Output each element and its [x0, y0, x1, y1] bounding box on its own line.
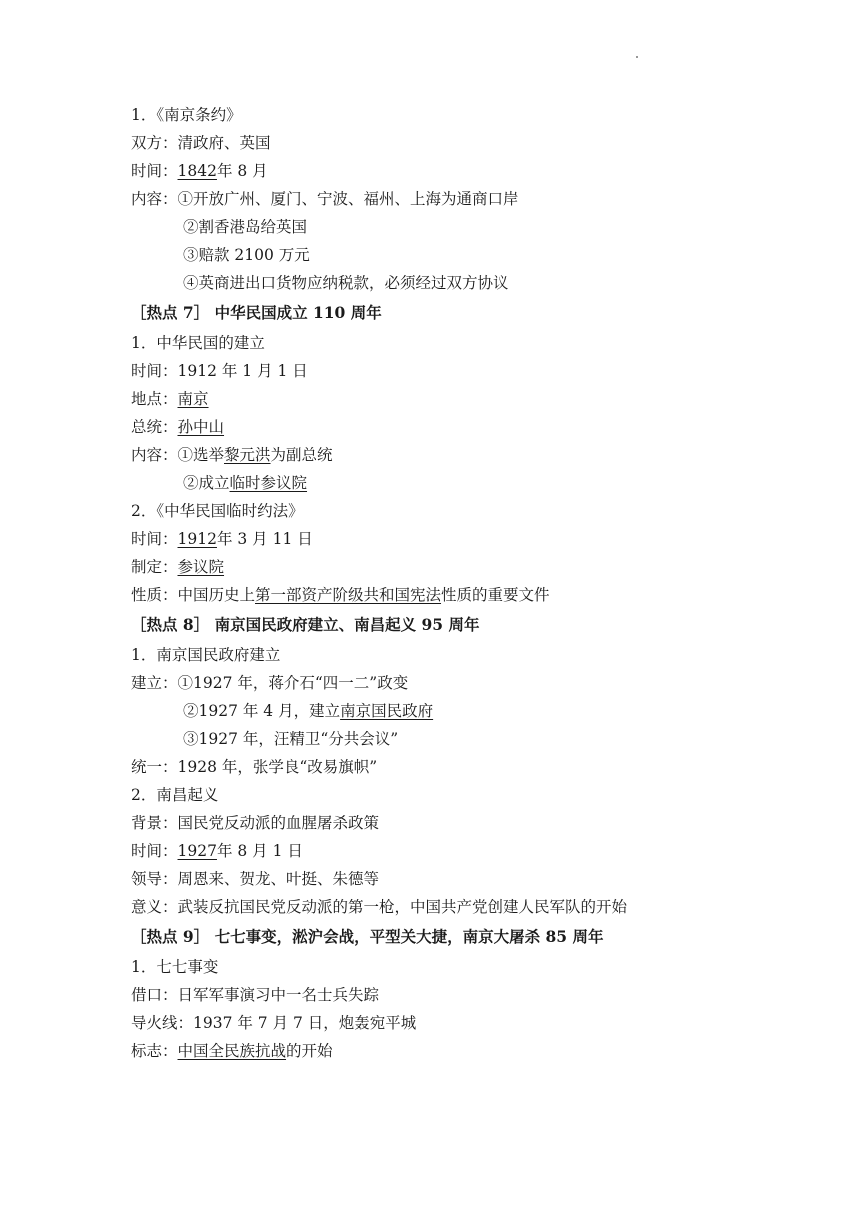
text-line: 统一：1928 年，张学良“改易旗帜”: [131, 758, 378, 776]
underlined-answer: 1912: [177, 530, 217, 548]
underlined-answer: 中国全民族抗战: [177, 1042, 287, 1060]
underlined-answer: 第一部资产阶级共和国宪法: [255, 586, 442, 604]
section-title: 2．《中华民国临时约法》: [131, 502, 304, 520]
text-line: 双方：清政府、英国: [131, 134, 271, 152]
text-line: 建立：①1927 年，蒋介石“四一二”政变: [131, 674, 409, 692]
text-line: ②1927 年 4 月，建立南京国民政府: [183, 702, 434, 720]
section-title: 1．南京国民政府建立: [131, 646, 281, 664]
text-line: 制定：参议院: [131, 558, 225, 576]
document-body: [131, 101, 831, 1065]
text-line: 总统：孙中山: [131, 418, 225, 436]
page-mark: [636, 56, 638, 58]
text-line: 借口：日军军事演习中一名士兵失踪: [131, 986, 380, 1004]
text-line: ②割香港岛给英国: [183, 218, 308, 236]
underlined-answer: 黎元洪: [224, 446, 271, 464]
text-line: ③赔款 2100 万元: [183, 246, 310, 264]
text-line: 意义：武装反抗国民党反动派的第一枪，中国共产党创建人民军队的开始: [131, 898, 628, 916]
underlined-answer: 孙中山: [177, 418, 225, 436]
section-title: 2．南昌起义: [131, 786, 219, 804]
text-line: 标志：中国全民族抗战的开始: [131, 1042, 333, 1060]
text-line: 地点：南京: [131, 390, 209, 408]
underlined-answer: 1842: [177, 162, 217, 180]
text-line: 内容：①开放广州、厦门、宁波、福州、上海为通商口岸: [131, 190, 519, 208]
text-line: 时间：1912 年 1 月 1 日: [131, 362, 308, 380]
underlined-answer: 参议院: [177, 558, 225, 576]
underlined-answer: 南京国民政府: [340, 702, 434, 720]
underlined-answer: 南京: [177, 390, 209, 408]
hotspot-heading-8: ［热点 8］ 南京国民政府建立、南昌起义 95 周年: [131, 615, 480, 634]
hotspot-heading-9: ［热点 9］ 七七事变，淞沪会战，平型关大捷，南京大屠杀 85 周年: [131, 927, 604, 946]
text-line: 领导：周恩来、贺龙、叶挺、朱德等: [131, 870, 380, 888]
section-title: 1．《南京条约》: [131, 106, 242, 124]
text-line: 背景：国民党反动派的血腥屠杀政策: [131, 814, 380, 832]
text-line: 时间：1842年 8 月: [131, 162, 268, 180]
text-line: 内容：①选举黎元洪为副总统: [131, 446, 333, 464]
text-line: ②成立临时参议院: [183, 474, 308, 492]
text-line: 性质：中国历史上第一部资产阶级共和国宪法性质的重要文件: [131, 586, 550, 604]
text-line: 导火线：1937 年 7 月 7 日，炮轰宛平城: [131, 1014, 417, 1032]
section-title: 1．七七事变: [131, 958, 219, 976]
text-line: 时间：1912年 3 月 11 日: [131, 530, 313, 548]
underlined-answer: 1927: [177, 842, 217, 860]
section-title: 1．中华民国的建立: [131, 334, 265, 352]
text-line: ④英商进出口货物应纳税款，必须经过双方协议: [183, 274, 509, 292]
text-line: 时间：1927年 8 月 1 日: [131, 842, 303, 860]
text-line: ③1927 年，汪精卫“分共会议”: [183, 730, 399, 748]
hotspot-heading-7: ［热点 7］ 中华民国成立 110 周年: [131, 303, 382, 322]
underlined-answer: 临时参议院: [229, 474, 308, 492]
